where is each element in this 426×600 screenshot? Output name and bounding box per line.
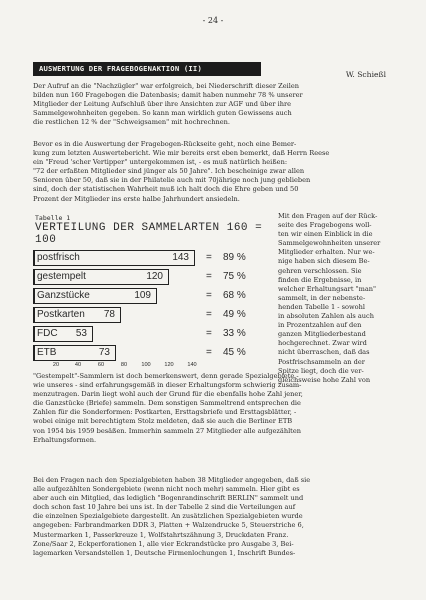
text-line: gehren verschlossen. Sie [278,266,362,275]
text-line: nicht überraschen, daß das [278,348,370,357]
author-name: W. Schießl [345,70,386,79]
x-tick-label: 140 [187,362,197,368]
text-line: welcher Erhaltungsart "man" [278,284,377,293]
text-line: Mitglieder der Leitung Aufschluß über ihre Ansichten zur AGF und über ihre [33,100,292,109]
text-line: Erhaltungsformen. [33,435,97,444]
percent-label: 49 % [223,309,246,320]
equals-sign: = [206,328,212,339]
equals-sign: = [206,252,212,263]
bar-label: FDC [37,328,58,339]
text-line: aber auch ein Mitglied, das lediglich "Bogenrandinschrift BERLIN" sammelt und [33,494,304,503]
bar-value-label: 73 [98,347,110,358]
text-line: bilden nun 160 Fragebogen die Datenbasis; damit haben nunmehr 78 % unserer [33,91,303,100]
equals-sign: = [206,309,212,320]
text-line: gleichsweise hohe Zahl von [278,375,371,384]
text-line: Postfrischsammeln an der [278,357,365,366]
text-line: in Prozentzahlen auf den [278,321,362,330]
x-tick-label: 60 [97,362,105,368]
table-1-figure [33,212,267,376]
text-line: Zone/Saar 2, Eckperforationen 1, alle vier Eckrandstücke pro Ausgabe 3, Bei- [33,539,294,548]
percent-label: 33 % [223,328,246,339]
text-line: ten wir einen Einblick in die [278,230,373,239]
equals-sign: = [206,290,212,301]
bar-value-label: 120 [146,271,163,282]
text-line: die restlichen 12 % der "Schweigsamen" mit hochrechnen. [33,118,230,127]
bar-label: gestempelt [37,271,86,282]
text-line: kung zum letzten Auswertebericht. Wie mir bereits erst eben bemerkt, daß Herrn Reese [33,149,330,158]
bar-row [33,326,267,342]
text-line: henden Tabelle 1 - sowohl [278,302,365,311]
text-line: finden die Ergebnisse, in [278,275,362,284]
text-line: Prozent der Mitglieder ins erste halbe Jahrhundert ansiedeln. [33,194,240,203]
text-line: wobei einige mit berechtigtem Stolz meldeten, daß sie auch die Berliner ETB [33,417,293,426]
text-line: Zahlen für die Sonderformen: Postkarten, Ersttagsbriefe und Ersttagsblätter, - [33,408,297,417]
section-heading: AUSWERTUNG DER FRAGEBOGENAKTION (II) [33,62,261,76]
x-tick-label: 120 [164,362,174,368]
text-line: Sammelgewohnheiten unserer [278,239,381,248]
bar-row [33,307,267,323]
text-line: seite des Fragebogens woll- [278,221,372,230]
text-line: Senioren über 50, daß sie in der Philatelie auch mit 70jährige noch jung geblieben [33,176,311,185]
text-line: doch schon fast 10 Jahre bei uns ist. In der Tabelle 2 sind die Verteilungen auf [33,503,296,512]
text-line: Mit den Fragen auf der Rück- [278,212,378,220]
text-line: wie unseres - sind erfahrungsgemäß in dieser Erhaltungsform schwierig zusam- [33,381,302,390]
x-tick-label: 40 [74,362,82,368]
text-line: die Ganzstücke (Briefe) sammeln. Dem sonstigen Sammeltrend entsprechen die [33,399,301,408]
text-line: von 1954 bis 1959 besäßen. Immerhin sammeln 27 Mitglieder alle aufgezählten [33,426,301,435]
text-line: menzutragen. Darin liegt wohl auch der Grund für die ebenfalls hohe Zahl jener, [33,390,303,399]
percent-label: 68 % [223,290,246,301]
figure-label: Tabelle 1 [35,214,71,222]
text-line: angegeben: Farbrandmarken DDR 3, Platten + Walzendrucke 5, Steuerstriche 6, [33,521,304,530]
bar-row [33,250,267,266]
text-line: nige haben sich diesem Be- [278,257,370,266]
text-line: in absoluten Zahlen als auch [278,312,374,321]
bar-label: Ganzstücke [37,290,90,301]
text-line: Mustermarken 1, Passerkreuze 1, Wolfstahrtszähnung 3, Druckdaten Franz. [33,530,289,539]
page-number: - 24 - [202,16,224,25]
bar-value-label: 78 [103,309,115,320]
text-line: Bei den Fragen nach den Spezialgebieten haben 38 Mitglieder angegeben, daß sie [33,476,311,484]
paragraph-4 [33,372,393,445]
bar-label: postfrisch [37,252,80,263]
text-line: ganzen Mitgliederbestand [278,330,366,339]
text-line: "72 der erfaßten Mitglieder sind jünger als 50 Jahre". Ich bescheinige zwar allen [33,167,305,176]
text-line: ein "Freud 'scher Vertipper" untergekommen ist, - es muß natürlich heißen: [33,158,288,167]
chart-title: VERTEILUNG DER SAMMELARTEN 160 = 100 [35,222,263,246]
bar-row [33,345,267,361]
text-line: alle aufgezählten Sondergebiete (wenn nicht noch mehr) sammeln. Hier gibt es [33,485,300,494]
bar-value-label: 143 [172,252,189,263]
text-line: Spitze liegt, doch die ver- [278,366,364,375]
bar-label: Postkarten [37,309,85,320]
text-line: lagemarken Versandstellen 1, Deutsche Firmenlochungen 1, Inschrift Bundes- [33,548,296,557]
percent-label: 89 % [223,252,246,263]
bar-value-label: 109 [134,290,151,301]
text-line: hochgerechnet. Zwar wird [278,339,367,348]
equals-sign: = [206,347,212,358]
paragraph-5 [33,476,393,558]
paragraph-2 [33,140,393,204]
percent-label: 75 % [223,271,246,282]
text-line: Bevor es in die Auswertung der Fragebogen-Rückseite geht, noch eine Bemer- [33,140,297,148]
text-line: Mitglieder erhalten. Nur we- [278,248,375,257]
text-line: "Gestempelt"-Sammlern ist doch bemerkenswert, denn gerade Spezialgebiete - [33,372,299,380]
x-tick-label: 80 [120,362,128,368]
text-line: Sammelgewohnheiten gegeben. So kann man wirklich guten Gewissens auch [33,109,292,118]
equals-sign: = [206,271,212,282]
paragraph-3 [278,212,396,385]
text-line: Der Aufruf an die "Nachzügler" war erfolgreich, bei Niederschrift dieser Zeilen [33,82,300,90]
bar-row [33,269,267,285]
x-tick-label: 20 [52,362,60,368]
text-line: die einzelnen Spezialgebiete dargestellt. An zusätzlichen Spezialgebieten wurde [33,512,303,521]
text-line: sind, doch der statistischen Wahrheit muß ich halt doch die Ehre geben und 50 [33,185,299,194]
bar-value-label: 53 [75,328,87,339]
text-line: sammelt, in der nebenste- [278,293,366,302]
x-tick-label: 100 [141,362,151,368]
bar-label: ETB [37,347,57,358]
bar-row [33,288,267,304]
percent-label: 45 % [223,347,246,358]
paragraph-1 [33,82,393,127]
